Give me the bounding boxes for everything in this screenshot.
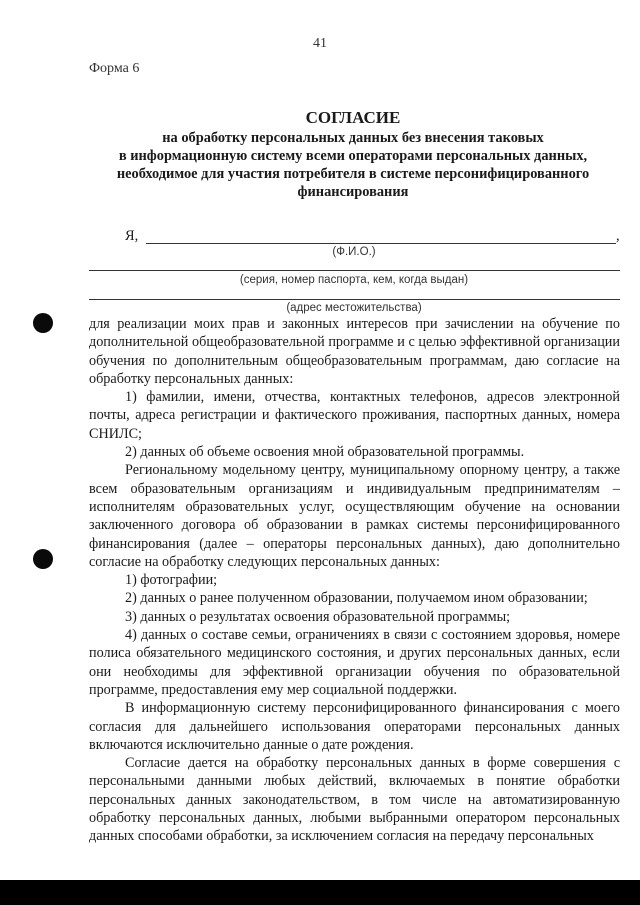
document-title: [88, 107, 618, 201]
fio-field-line[interactable]: [146, 243, 616, 244]
punch-hole-icon: [33, 313, 53, 333]
title-line: на обработку персональных данных без внесения таковых: [162, 130, 544, 146]
title-main: СОГЛАСИЕ: [305, 108, 401, 127]
page-number: 41: [313, 36, 327, 51]
scan-edge: [0, 880, 640, 905]
title-line: в информационную систему всеми операторами персональных данных,: [118, 148, 588, 164]
passport-field-line[interactable]: [89, 270, 620, 271]
fio-caption: (Ф.И.О.): [332, 246, 376, 258]
title-line: необходимое для участия потребителя в системе персонифицированного: [116, 166, 590, 182]
ya-prefix: Я,: [125, 228, 139, 244]
punch-hole-icon: [33, 549, 53, 569]
consent-body: [89, 315, 620, 846]
paragraph: В информационную систему персонифицированного финансирования с моего согласия для дальнейшего использования операторами персональных данных включаются исключительно данные о дате рождения.: [89, 700, 620, 753]
paragraph: 1) фотографии;: [125, 572, 218, 589]
paragraph: Согласие дается на обработку персональных данных в форме совершения с персональными данными любых действий, включаемых в понятие обработки персональных данных законодательством, в том числе на автоматизированную обработку персональных данных, любыми выбранными оператором персональных данных способами обработки, за исключением согласия на передачу персональных: [89, 755, 620, 845]
form-label: Форма 6: [89, 61, 140, 76]
fio-comma: ,: [616, 228, 620, 244]
paragraph: 3) данных о результатах освоения образовательной программы;: [125, 608, 511, 625]
passport-caption: (серия, номер паспорта, кем, когда выдан): [239, 274, 469, 286]
paragraph: 4) данных о составе семьи, ограничениях в связи с состоянием здоровья, номере полиса обязательного медицинского состояния, и других персональных данных, если они необходимы для эффективной организации обучения по образовательной программе, предоставления ему мер социальной поддержки.: [89, 627, 620, 698]
paragraph: Региональному модельному центру, муниципальному опорному центру, а также всем образовательным организациям и индивидуальным предпринимателям – исполнителям образовательных услуг, осуществляющим обучение на основании заключенного договора об образовании в рамках системы персонифицированного финансирования (далее – операторы персональных данных), даю дополнительно согласие на обработку следующих персональных данных:: [89, 462, 620, 570]
address-caption: (адрес местожительства): [286, 302, 422, 314]
paragraph: 2) данных об объеме освоения мной образовательной программы.: [125, 444, 525, 461]
paragraph: 2) данных о ранее полученном образовании, получаемом ином образовании;: [125, 590, 588, 607]
paragraph: для реализации моих прав и законных интересов при зачислении на обучение по дополнительной общеобразовательной программе и с целью эффективной организации обучения по дополнительным общеобразовательным программам, даю согласие на обработку персональных данных:: [89, 316, 620, 387]
address-field-line[interactable]: [89, 299, 620, 300]
paragraph: 1) фамилии, имени, отчества, контактных телефонов, адресов электронной почты, адреса регистрации и фактического проживания, паспортных данных, номера СНИЛС;: [89, 389, 620, 442]
title-line: финансирования: [297, 184, 409, 200]
